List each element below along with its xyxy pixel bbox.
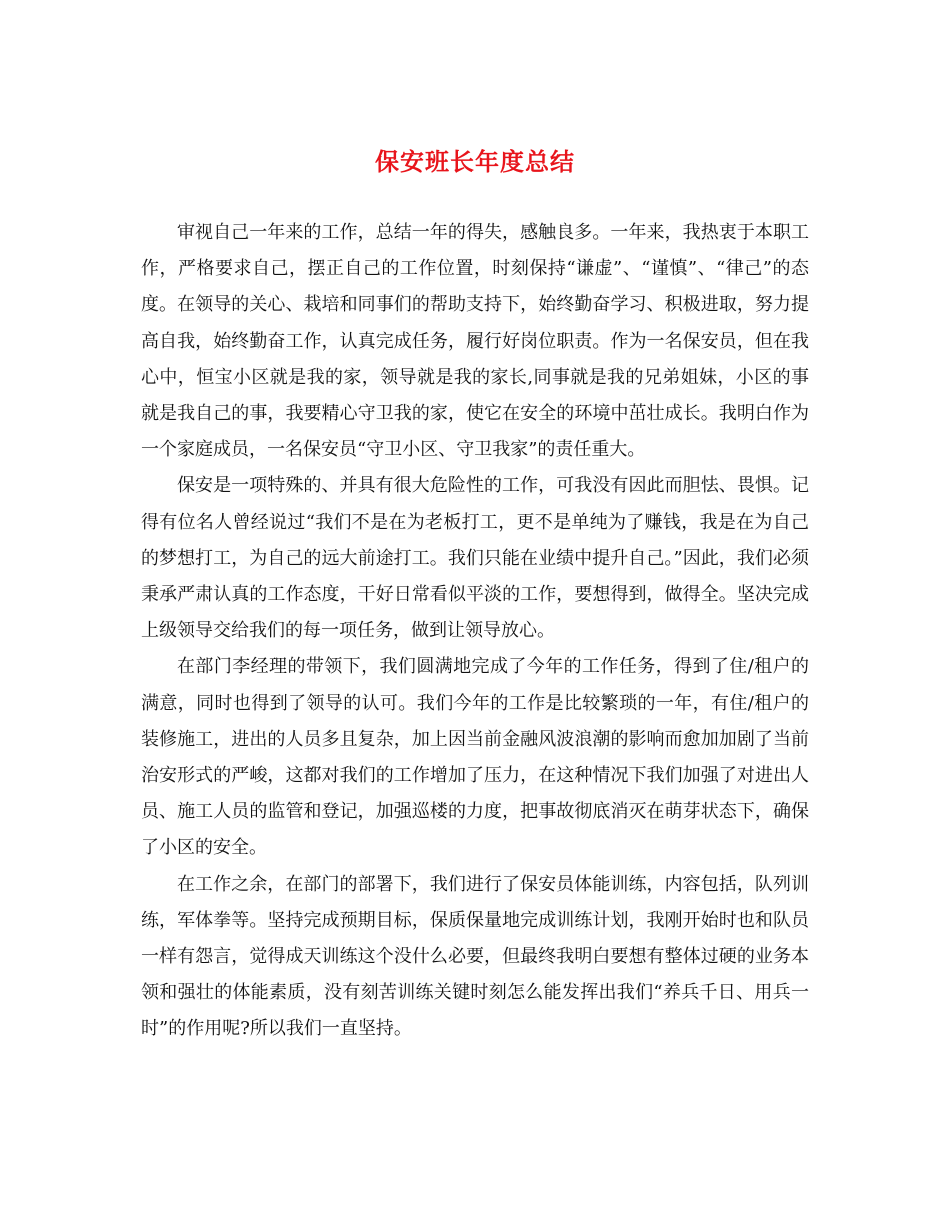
paragraph-3: 在部门李经理的带领下，我们圆满地完成了今年的工作任务，得到了住/租户的满意，同时也得到了领导的认可。我们今年的工作是比较繁琐的一年，有住/租户的装修施工，进出的人员多且复杂，加上因当前金融风波浪潮的影响而愈加加剧了当前治安形式的严峻，这都对我们的工作增加了压力，在这种情况下我们加强了对进出人员、施工人员的监管和登记，加强巡楼的力度，把事故彻底消灭在萌芽状态下，确保了小区的安全。 xyxy=(141,656,809,859)
paragraph-4: 在工作之余，在部门的部署下，我们进行了保安员体能训练，内容包括，队列训练，军体拳等。坚持完成预期目标，保质保量地完成训练计划，我刚开始时也和队员一样有怨言，觉得成天训练这个没什么必要，但最终我明白要想有整体过硬的业务本领和强壮的体能素质，没有刻苦训练关键时刻怎么能发挥出我们“养兵千日、用兵一时”的作用呢?所以我们一直坚持。 xyxy=(141,873,809,1040)
document-body xyxy=(141,215,809,1048)
document-title: 保安班长年度总结 xyxy=(375,147,575,176)
paragraph-2: 保安是一项特殊的、并具有很大危险性的工作，可我没有因此而胆怯、畏惧。记得有位名人曾经说过“我们不是在为老板打工，更不是单纯为了赚钱，我是在为自己的梦想打工，为自己的远大前途打工。我们只能在业绩中提升自己。”因此，我们必须秉承严肃认真的工作态度，干好日常看似平淡的工作，要想得到，做得全。坚决完成上级领导交给我们的每一项任务，做到让领导放心。 xyxy=(141,475,809,642)
paragraph-1: 审视自己一年来的工作，总结一年的得失，感触良多。一年来，我热衷于本职工作，严格要求自己，摆正自己的工作位置，时刻保持“谦虚”、“谨慎”、“律己”的态度。在领导的关心、栽培和同事们的帮助支持下，始终勤奋学习、积极进取，努力提高自我，始终勤奋工作，认真完成任务，履行好岗位职责。作为一名保安员，但在我心中，恒宝小区就是我的家，领导就是我的家长,同事就是我的兄弟姐妹，小区的事就是我自己的事，我要精心守卫我的家，使它在安全的环境中茁壮成长。我明白作为一个家庭成员，一名保安员“守卫小区、守卫我家”的责任重大。 xyxy=(141,222,809,461)
